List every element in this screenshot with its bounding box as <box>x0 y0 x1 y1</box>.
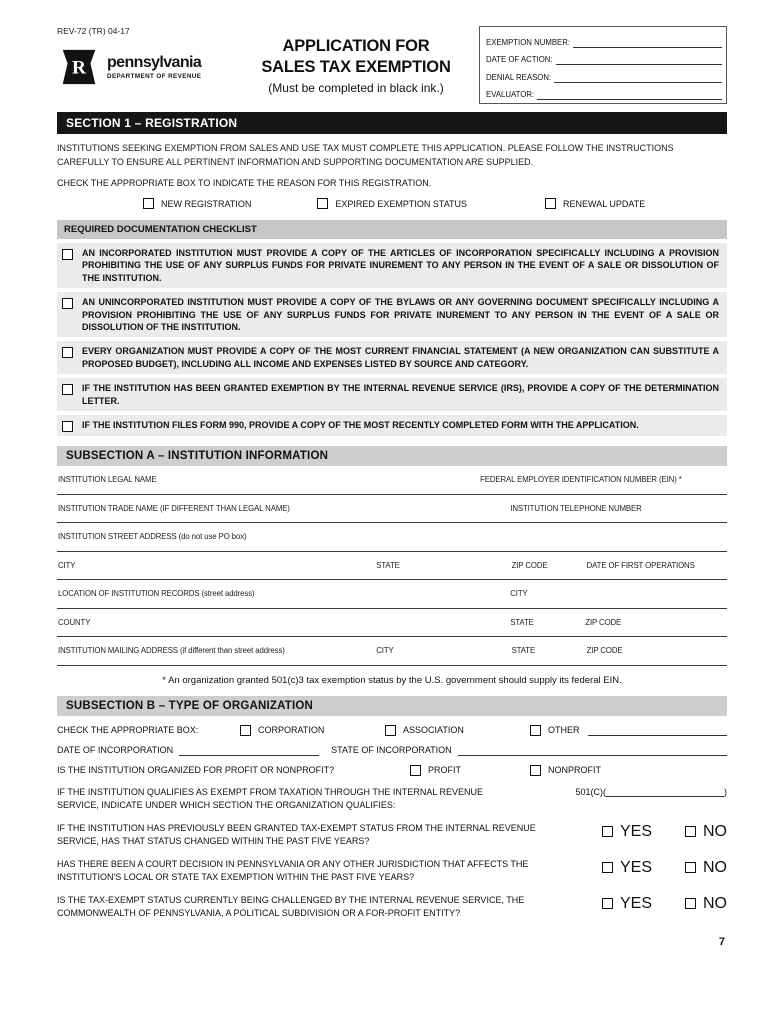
label-mailing-zip: ZIP CODE <box>586 646 623 656</box>
checklist-item-unincorporated <box>57 292 727 337</box>
field-state[interactable] <box>375 552 510 580</box>
q3-yes-checkbox[interactable] <box>602 898 613 909</box>
exemption-number-field <box>486 30 722 48</box>
other-input-line[interactable] <box>588 725 728 736</box>
logo-dept: DEPARTMENT OF REVENUE <box>107 72 202 80</box>
irs-code-suffix: ) <box>724 786 727 797</box>
q3-yes-label: YES <box>620 894 653 912</box>
keystone-icon <box>57 45 101 89</box>
org-type-row <box>57 725 727 736</box>
form-header <box>57 26 727 104</box>
q2-yes-label: YES <box>620 858 653 876</box>
checklist-checkbox-5[interactable] <box>62 421 73 432</box>
question-status-changed-answers <box>602 822 727 841</box>
question-court-decision-answers <box>602 858 727 877</box>
title-subtitle: (Must be completed in black ink.) <box>268 81 444 96</box>
field-mailing-address[interactable] <box>57 637 375 665</box>
q3-no-option[interactable] <box>685 895 727 913</box>
field-institution-street-address[interactable] <box>57 523 727 551</box>
field-row-city-state-zip <box>57 552 727 581</box>
label-records-zip: ZIP CODE <box>585 617 622 627</box>
section1-header: SECTION 1 – REGISTRATION <box>57 112 727 134</box>
renewal-update-label: RENEWAL UPDATE <box>563 198 646 209</box>
field-mailing-state[interactable] <box>511 637 586 665</box>
section1-intro: INSTITUTIONS SEEKING EXEMPTION FROM SALES AND USE TAX MUST COMPLETE THIS APPLICATION. PLEASE FOLLOW THE INSTRUCTIONS CAREFULLY TO ENSURE ALL PERTINENT INFORMATION AND SUPPORTING DOCUMENTATION ARE SUPPLIED. <box>57 143 674 167</box>
label-institution-telephone: INSTITUTION TELEPHONE NUMBER <box>510 503 642 513</box>
other-label: OTHER <box>548 725 580 736</box>
field-records-city[interactable] <box>509 580 727 608</box>
label-city: CITY <box>58 560 76 570</box>
q1-no-label: NO <box>703 822 727 840</box>
checklist-item-irs-determination <box>57 378 727 411</box>
profit-question: IS THE INSTITUTION ORGANIZED FOR PROFIT OR NONPROFIT? <box>57 765 335 776</box>
evaluator-label: EVALUATOR: <box>486 90 535 99</box>
field-institution-trade-name[interactable] <box>57 495 509 523</box>
label-zip-code: ZIP CODE <box>511 560 548 570</box>
date-of-action-label: DATE OF ACTION: <box>486 55 553 64</box>
pa-revenue-logo <box>57 45 233 89</box>
checklist-header: REQUIRED DOCUMENTATION CHECKLIST <box>57 220 727 239</box>
option-nonprofit[interactable] <box>530 765 601 776</box>
field-mailing-zip[interactable] <box>586 637 727 665</box>
date-of-action-input-line[interactable] <box>556 53 722 65</box>
q2-yes-option[interactable] <box>602 859 652 877</box>
option-association[interactable] <box>385 725 530 736</box>
profit-checkbox[interactable] <box>410 765 421 776</box>
association-checkbox[interactable] <box>385 725 396 736</box>
svg-text:R: R <box>72 57 86 79</box>
field-records-zip[interactable] <box>584 609 727 637</box>
checklist-text-1: AN INCORPORATED INSTITUTION MUST PROVIDE A COPY OF THE ARTICLES OF INCORPORATION SPECIFICALLY INCLUDING A PROVISION PROHIBITING THE USE OF ANY SURPLUS FUNDS FOR PRIVATE INUREMENT TO ANY PERSON IN THE EVENT OF A SALE OR DISSOLUTION OF THE INSTITUTION. <box>82 248 719 283</box>
q3-no-checkbox[interactable] <box>685 898 696 909</box>
form-number: REV-72 (TR) 04-17 <box>57 26 130 36</box>
label-records-location: LOCATION OF INSTITUTION RECORDS (street address) <box>58 589 255 599</box>
renewal-update-checkbox[interactable] <box>545 198 556 209</box>
checklist-item-financial-statement <box>57 341 727 374</box>
expired-exemption-checkbox[interactable] <box>317 198 328 209</box>
checklist-text-2: AN UNINCORPORATED INSTITUTION MUST PROVIDE A COPY OF THE BYLAWS OR ANY GOVERNING DOCUMENT SPECIFICALLY INCLUDING A PROVISION PROHIBITING THE USE OF ANY SURPLUS FUNDS FOR PRIVATE INUREMENT TO ANY PERSON IN THE EVENT OF A SALE OR DISSOLUTION OF THE INSTITUTION. <box>82 297 719 333</box>
title-line2: SALES TAX EXEMPTION <box>261 57 451 76</box>
title-line1: APPLICATION FOR <box>282 37 430 55</box>
ein-footnote: * An organization granted 501(c)3 tax exemption status by the U.S. government should supply its federal EIN. <box>162 674 622 686</box>
irs-question: IF THE INSTITUTION QUALIFIES AS EXEMPT FROM TAXATION THROUGH THE INTERNAL REVENUE SERVICE, INDICATE UNDER WHICH SECTION THE ORGANIZATION QUALIFIES: <box>57 786 484 810</box>
question-court-decision <box>57 858 727 884</box>
checklist-item-form-990 <box>57 415 727 436</box>
question-status-challenged <box>57 894 727 920</box>
state-of-incorporation-input-line[interactable] <box>458 745 727 756</box>
field-records-state[interactable] <box>509 609 584 637</box>
label-mailing-address: INSTITUTION MAILING ADDRESS (if different than street address) <box>58 646 285 656</box>
new-registration-checkbox[interactable] <box>143 198 154 209</box>
option-profit[interactable] <box>410 765 530 776</box>
field-date-first-operations[interactable] <box>586 552 727 580</box>
label-mailing-state: STATE <box>511 646 536 656</box>
profit-label: PROFIT <box>428 765 461 776</box>
label-date-first-operations: DATE OF FIRST OPERATIONS <box>586 560 695 570</box>
irs-section-row <box>57 786 727 812</box>
question-status-changed-text: IF THE INSTITUTION HAS PREVIOUSLY BEEN GRANTED TAX-EXEMPT STATUS FROM THE INTERNAL REVENUE SERVICE, HAS THAT STATUS CHANGED WITHIN THE PAST FIVE YEARS? <box>57 822 536 846</box>
reason-new-registration[interactable] <box>143 198 251 209</box>
label-state: STATE <box>376 560 400 570</box>
corporation-label: CORPORATION <box>258 725 325 736</box>
label-county: COUNTY <box>58 617 91 627</box>
profit-row <box>57 765 727 776</box>
date-of-action-field <box>486 48 722 66</box>
nonprofit-checkbox[interactable] <box>530 765 541 776</box>
label-institution-legal-name: INSTITUTION LEGAL NAME <box>58 475 157 485</box>
checklist-text-3: EVERY ORGANIZATION MUST PROVIDE A COPY OF THE MOST CURRENT FINANCIAL STATEMENT (A NEW ORGANIZATION CAN SUBSTITUTE A PROPOSED BUDGET), INCLUDING ALL INCOME AND EXPENSES LISTED BY SOURCE AND CATEGORY. <box>82 346 719 369</box>
field-federal-ein[interactable] <box>479 466 727 494</box>
label-records-state: STATE <box>510 617 534 627</box>
field-county[interactable] <box>57 609 509 637</box>
field-mailing-city[interactable] <box>375 637 510 665</box>
q1-yes-label: YES <box>620 822 653 840</box>
org-type-prompt: CHECK THE APPROPRIATE BOX: <box>57 725 199 736</box>
reason-prompt: CHECK THE APPROPRIATE BOX TO INDICATE THE REASON FOR THIS REGISTRATION. <box>57 178 432 188</box>
exemption-number-label: EXEMPTION NUMBER: <box>486 37 571 47</box>
label-records-city: CITY <box>510 589 528 599</box>
nonprofit-label: NONPROFIT <box>548 765 601 776</box>
label-federal-ein: FEDERAL EMPLOYER IDENTIFICATION NUMBER (EIN) * <box>480 475 682 485</box>
question-court-decision-text: HAS THERE BEEN A COURT DECISION IN PENNSYLVANIA OR ANY OTHER JURISDICTION THAT AFFECTS THE INSTITUTION'S LOCAL OR STATE TAX EXEMPTION WITHIN THE PAST FIVE YEARS? <box>57 858 529 882</box>
label-mailing-city: CITY <box>376 646 394 656</box>
field-row-trade-name <box>57 495 727 524</box>
label-institution-street-address: INSTITUTION STREET ADDRESS (do not use PO box) <box>58 532 247 542</box>
evaluator-input-line[interactable] <box>537 88 722 100</box>
field-row-street-address <box>57 523 727 552</box>
date-of-incorporation-label: DATE OF INCORPORATION <box>57 745 174 756</box>
checklist-checkbox-1[interactable] <box>62 249 73 260</box>
page-number: 7 <box>718 935 725 948</box>
checklist-checkbox-4[interactable] <box>62 384 73 395</box>
checklist-item-incorporated <box>57 243 727 288</box>
date-of-incorporation-input-line[interactable] <box>179 745 319 756</box>
irs-code-field <box>575 786 727 798</box>
question-status-challenged-answers <box>602 894 727 913</box>
irs-code-prefix: 501(C)( <box>575 786 606 797</box>
logo-brand: pennsylvania <box>107 53 202 71</box>
option-corporation[interactable] <box>240 725 385 736</box>
incorporation-row <box>57 745 727 756</box>
subsection-b-header: SUBSECTION B – TYPE OF ORGANIZATION <box>57 696 727 716</box>
header-left <box>57 26 233 104</box>
field-records-location[interactable] <box>57 580 509 608</box>
denial-reason-input-line[interactable] <box>554 71 722 83</box>
logo-text <box>107 55 201 80</box>
exemption-number-input-line[interactable] <box>573 36 722 48</box>
subsection-a-header: SUBSECTION A – INSTITUTION INFORMATION <box>57 446 727 466</box>
q1-no-option[interactable] <box>685 823 727 841</box>
field-row-legal-name <box>57 466 727 495</box>
q2-no-label: NO <box>703 858 727 876</box>
reason-renewal-update[interactable] <box>545 198 645 209</box>
q1-yes-option[interactable] <box>602 823 652 841</box>
field-row-mailing-address <box>57 637 727 666</box>
other-checkbox[interactable] <box>530 725 541 736</box>
irs-code-input-line[interactable] <box>606 786 724 797</box>
field-row-county <box>57 609 727 638</box>
field-zip-code[interactable] <box>511 552 586 580</box>
field-row-records-location <box>57 580 727 609</box>
checklist-checkbox-2[interactable] <box>62 298 73 309</box>
official-use-box <box>479 26 727 104</box>
q3-yes-option[interactable] <box>602 895 652 913</box>
checklist-checkbox-3[interactable] <box>62 347 73 358</box>
evaluator-field <box>486 83 722 101</box>
form-title <box>233 26 479 104</box>
denial-reason-field <box>486 65 722 83</box>
q1-yes-checkbox[interactable] <box>602 826 613 837</box>
field-institution-telephone[interactable] <box>509 495 727 523</box>
q2-no-option[interactable] <box>685 859 727 877</box>
q2-no-checkbox[interactable] <box>685 862 696 873</box>
question-status-challenged-text: IS THE TAX-EXEMPT STATUS CURRENTLY BEING CHALLENGED BY THE INTERNAL REVENUE SERVICE, THE COMMONWEALTH OF PENNSYLVANIA, A POLITICAL SUBDIVISION OR A FOR-PROFIT ENTITY? <box>57 894 525 918</box>
q3-no-label: NO <box>703 894 727 912</box>
expired-exemption-label: EXPIRED EXEMPTION STATUS <box>335 198 468 209</box>
denial-reason-label: DENIAL REASON: <box>486 72 552 82</box>
checklist-text-4: IF THE INSTITUTION HAS BEEN GRANTED EXEMPTION BY THE INTERNAL REVENUE SERVICE (IRS), PROVIDE A COPY OF THE DETERMINATION LETTER. <box>82 383 719 406</box>
label-institution-trade-name: INSTITUTION TRADE NAME (IF DIFFERENT THAN LEGAL NAME) <box>58 503 290 513</box>
field-institution-legal-name[interactable] <box>57 466 479 494</box>
association-label: ASSOCIATION <box>403 725 464 736</box>
corporation-checkbox[interactable] <box>240 725 251 736</box>
q2-yes-checkbox[interactable] <box>602 862 613 873</box>
question-status-changed <box>57 822 727 848</box>
registration-reason-options <box>57 198 727 209</box>
checklist-text-5: IF THE INSTITUTION FILES FORM 990, PROVIDE A COPY OF THE MOST RECENTLY COMPLETED FORM WITH THE APPLICATION. <box>82 420 639 431</box>
new-registration-label: NEW REGISTRATION <box>161 198 252 209</box>
option-other[interactable] <box>530 725 727 736</box>
q1-no-checkbox[interactable] <box>685 826 696 837</box>
field-city[interactable] <box>57 552 375 580</box>
reason-expired-exemption[interactable] <box>317 198 467 209</box>
state-of-incorporation-label: STATE OF INCORPORATION <box>331 745 452 756</box>
